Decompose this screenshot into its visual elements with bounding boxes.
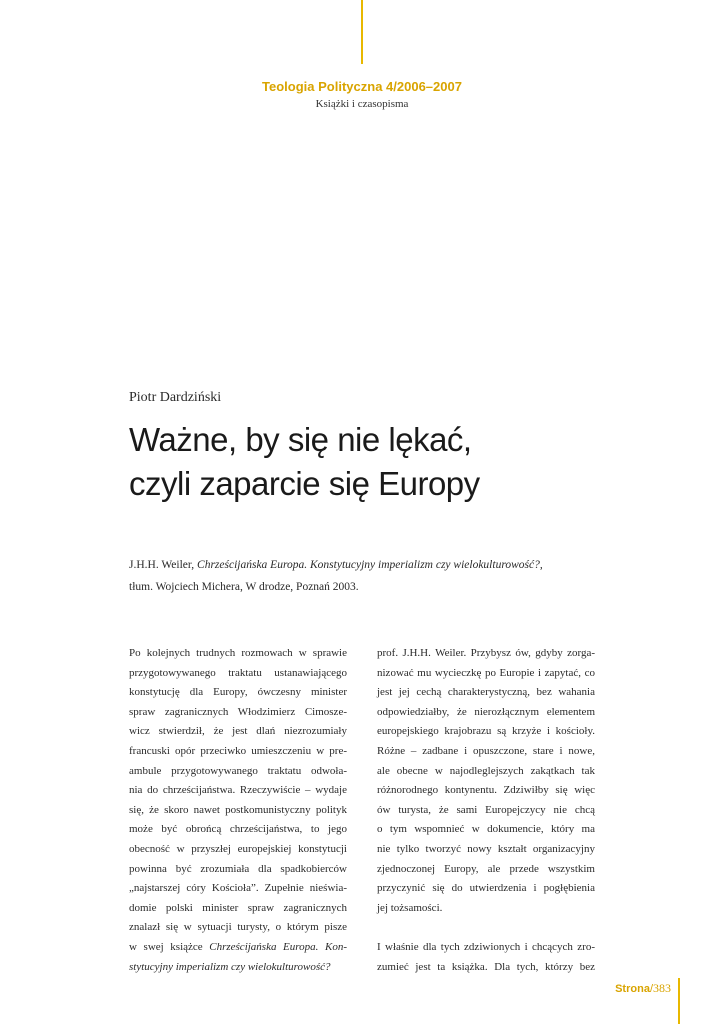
text-line: wicz stwierdził, że jest dlań niezrozumiały [129, 725, 347, 738]
text-line: ambule przygotowywanego traktatu odwoła- [129, 764, 347, 777]
text-line: domie polski minister spraw zagranicznych [129, 901, 347, 914]
page-label: Strona [615, 983, 650, 995]
text-line: jej tożsamości. [377, 901, 443, 914]
journal-header: Teologia Polityczna 4/2006–2007 [262, 79, 462, 94]
text-line: o tym wspomnieć w dokumencie, który ma [377, 823, 595, 836]
text-line-italic [129, 958, 347, 978]
text-line: powinna być zrozumiała dla spadkobierców [129, 862, 347, 875]
book-title-fragment: Chrześcijańska Europa. Kon- [209, 940, 347, 953]
book-reference [129, 554, 599, 598]
right-column [377, 644, 595, 977]
text-line: może być obrońcą chrześcijaństwa, to jego [129, 823, 347, 836]
text-line: się, że skoro nawet postkomunistyczny polityk [129, 803, 347, 816]
text-line: „najstarszej córy Kościoła”. Zupełnie nieświa- [129, 882, 347, 895]
page-number [615, 981, 671, 996]
text-line: zumieć jest ta książka. Dla tych, którzy bez [377, 960, 595, 973]
text-line: nizować mu wycieczkę po Europie i zapytać, co [377, 666, 595, 679]
page-number-value: 383 [653, 981, 671, 995]
bottom-rule [678, 978, 680, 1024]
text-line: I właśnie dla tych zdziwionych i chcących zro- [377, 940, 595, 953]
left-column [129, 644, 347, 977]
text-line: zjednoczonej Europy, ale przede wszystkim [377, 862, 595, 875]
text-line: ów turysta, że sami Europejczycy nie chcą [377, 803, 595, 816]
book-details: tłum. Wojciech Michera, W drodze, Poznań 2003. [129, 581, 359, 593]
text-fragment: w swej książce [129, 940, 210, 953]
text-line: odpowiedziałby, że nierozłącznym elementem [377, 705, 595, 718]
book-title: Chrześcijańska Europa. Konstytucyjny imperializm czy wielokulturowość?, [197, 559, 543, 571]
text-line: konstytucję dla Europy, ówczesny minister [129, 686, 347, 699]
book-title-fragment: stytucyjny imperializm czy wielokulturowość? [129, 960, 331, 973]
text-line-mixed [129, 938, 347, 958]
text-line: różnorodnego kontynentu. Zdziwiłby się więc [377, 784, 595, 797]
text-line: jest jej cechą charakterystyczną, bez wahania [377, 686, 595, 699]
text-line: przyczynić się do utwierdzenia i pogłębienia [377, 882, 595, 895]
page-slash: / [649, 983, 653, 995]
book-author: J.H.H. Weiler, [129, 559, 198, 571]
title-line: Ważne, by się nie lękać, [129, 421, 472, 458]
article-author: Piotr Dardziński [129, 390, 222, 405]
article-title [129, 418, 480, 506]
section-label: Książki i czasopisma [315, 98, 409, 110]
book-reference-line [129, 554, 599, 576]
paragraph-gap [377, 918, 595, 938]
text-line: Po kolejnych trudnych rozmowach w sprawie [129, 647, 347, 659]
text-line: europejskiego krajobrazu są krzyże i kościoły. [377, 725, 595, 738]
text-line: znalazł się w sytuacji turysty, o którym pisze [129, 921, 347, 934]
text-line: ale obecne w najodleglejszych zakątkach tak [377, 764, 595, 777]
top-rule [361, 0, 363, 64]
title-line: czyli zaparcie się Europy [129, 465, 480, 502]
text-line: nie tylko tworzyć nowy kształt organizacyjny [377, 842, 595, 855]
text-line: prof. J.H.H. Weiler. Przybysz ów, gdyby zorga- [377, 647, 595, 659]
text-line: nia do chrześcijaństwa. Rzeczywiście – wydaje [129, 784, 347, 797]
text-line: francuski opór przeciwko umieszczeniu w pre- [129, 744, 347, 757]
text-line: spraw zagranicznych Włodzimierz Cimosze- [129, 705, 347, 718]
text-line: Różne – zadbane i opuszczone, stare i nowe, [377, 744, 595, 757]
text-line: obecność w przyszłej europejskiej konstytucji [129, 842, 347, 855]
text-line: przygotowywanego traktatu ustanawiającego [129, 666, 347, 679]
